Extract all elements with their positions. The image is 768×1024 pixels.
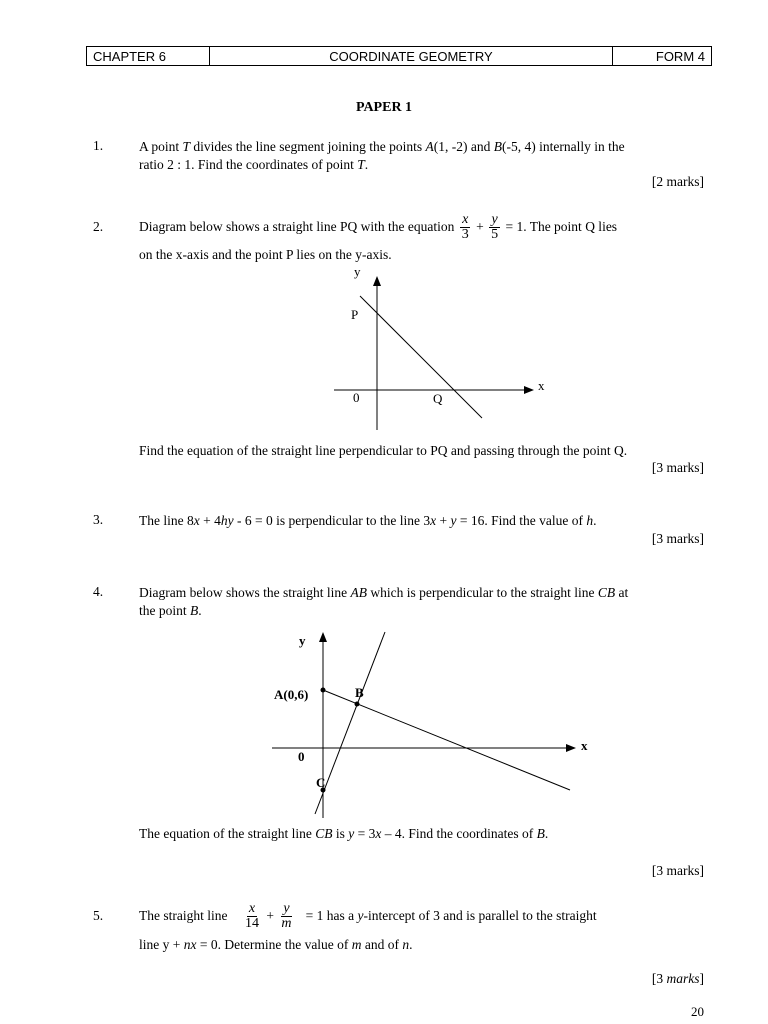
q2-x-label: x (538, 378, 545, 393)
q2-y-label: y (354, 264, 361, 279)
q2-q-label: Q (433, 391, 443, 406)
q5-number: 5. (93, 908, 104, 923)
q4-x-arrow (566, 744, 576, 752)
q5-fraction-y: $\frac{y}{m}$ (281, 901, 292, 932)
q4-text: Diagram below shows the straight line AB which is perpendicular to the straight line CB at the point B. (139, 585, 629, 618)
q4-origin-label: 0 (298, 749, 305, 764)
q1-number: 1. (93, 138, 104, 153)
q2-x-arrow (524, 386, 534, 394)
q2-y-arrow (373, 276, 381, 286)
q3-text: The line 8x + 4hy - 6 = 0 is perpendicular to the line 3x + y = 16. Find the value of h. (139, 513, 597, 528)
q4-line-cb (315, 632, 385, 814)
q4-point-b (355, 702, 360, 707)
q4-b-label: B (355, 685, 364, 700)
q4-a-label: A(0,6) (274, 687, 309, 702)
header-chapter: CHAPTER 6 (87, 47, 210, 65)
q2-number: 2. (93, 219, 104, 234)
q4-y-arrow (319, 632, 327, 642)
q1-marks: [2 marks] (651, 174, 704, 189)
q4-marks: [3 marks] (651, 863, 704, 878)
page-number: 20 (691, 1004, 704, 1019)
q2-fraction-x: $\frac{x}{3}$ (461, 212, 469, 243)
q2-marks: [3 marks] (651, 460, 704, 475)
q4-question: The equation of the straight line CB is y = 3x – 4. Find the coordinates of B. (139, 826, 549, 841)
q4-number: 4. (93, 584, 104, 599)
q2-question: Find the equation of the straight line perpendicular to PQ and passing through the point Q. (139, 443, 628, 458)
q2-p-label: P (351, 307, 359, 322)
q3-number: 3. (93, 512, 104, 527)
q2-line-pq (360, 296, 482, 418)
q4-y-label: y (299, 633, 306, 648)
q3-marks: [3 marks] (651, 531, 704, 546)
q5-fraction-x: $\frac{x}{14}$ (244, 901, 259, 932)
header-table (86, 46, 712, 66)
q2-origin-label: 0 (353, 390, 360, 405)
q4-diagram (262, 624, 602, 820)
q2-text: Diagram below shows a straight line PQ with the equation $\frac{x}{3}$ + $\frac{y}{5}$ = 1. The point Q lies (139, 212, 618, 243)
q2-text-line2: on the x-axis and the point P lies on the y-axis. (139, 247, 392, 262)
q2-diagram (320, 262, 560, 432)
q5-marks: [3 marks] (651, 971, 704, 986)
q4-x-label: x (581, 738, 588, 753)
q1-text: A point T divides the line segment joining the points A(1, -2) and B(-5, 4) internally in the ratio 2 : 1. Find the coordinates of point T. (139, 139, 625, 172)
paper-title: PAPER 1 (355, 100, 413, 115)
q2-fraction-y: $\frac{y}{5}$ (491, 212, 499, 243)
q4-line-ab (323, 690, 570, 790)
q4-point-a (321, 688, 326, 693)
header-title: COORDINATE GEOMETRY (210, 47, 613, 65)
q5-text-line2: line y + nx = 0. Determine the value of m and of n. (139, 937, 413, 952)
q5-text: The straight line $\frac{x}{14}$ + $\frac{y}{m}$ = 1 has a y-intercept of 3 and is parallel to the straight (139, 901, 597, 932)
header-form: FORM 4 (655, 48, 705, 64)
q4-c-label: C (316, 775, 326, 790)
